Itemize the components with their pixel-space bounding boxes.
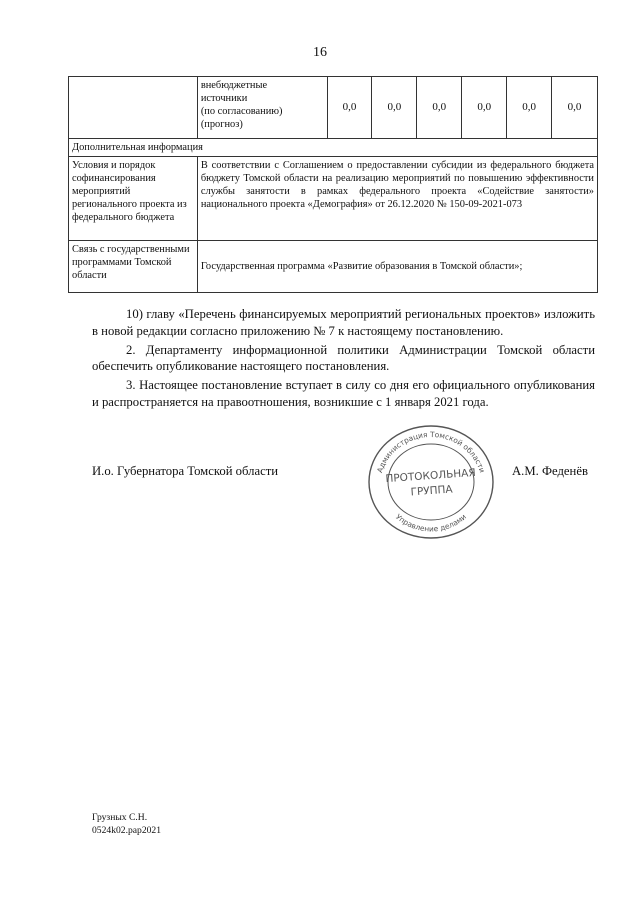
body-text xyxy=(92,306,595,413)
empty-cell xyxy=(69,77,198,139)
paragraph: 10) главу «Перечень финансируемых мероприятий региональных проектов» изложить в новой редакции согласно приложению № 7 к настоящему постановлению. xyxy=(92,307,595,338)
value-cell: 0,0 xyxy=(462,77,507,139)
value-cell: 0,0 xyxy=(327,77,372,139)
signatory-position: И.о. Губернатора Томской области xyxy=(92,464,279,478)
link-text: Государственная программа «Развитие образования в Томской области»; xyxy=(197,241,597,293)
value-cell: 0,0 xyxy=(417,77,462,139)
footer-file: 0524k02.pap2021 xyxy=(92,824,162,836)
paragraph: 3. Настоящее постановление вступает в силу со дня его официального опубликования и распространяется на правоотношения, возникшие с 1 января 2021 года. xyxy=(92,378,595,409)
table-row xyxy=(69,139,598,157)
cofinancing-label: Условия и порядок софинансирования мероприятий регионального проекта из федерального бюджета xyxy=(69,157,198,241)
stamp-center-line2: ГРУППА xyxy=(410,483,454,499)
table-row xyxy=(69,241,598,293)
signatory-name: А.М. Феденёв xyxy=(512,464,588,478)
additional-info-header: Дополнительная информация xyxy=(69,139,598,157)
project-table xyxy=(68,76,598,293)
paragraph: 2. Департаменту информационной политики Администрации Томской области обеспечить опубликование настоящего постановления. xyxy=(92,342,595,373)
stamp-ring-text: Администрация Томской области xyxy=(375,429,487,474)
table-row xyxy=(69,77,598,139)
value-cell: 0,0 xyxy=(372,77,417,139)
stamp-center-line1: ПРОТОКОЛЬНАЯ xyxy=(385,466,477,486)
stamp-bottom-text: Управление делами xyxy=(393,512,469,534)
footer xyxy=(92,812,161,837)
table-row xyxy=(69,157,598,241)
sources-label: внебюджетные источники (по согласованию) (прогноз) xyxy=(197,77,327,139)
cofinancing-text: В соответствии с Соглашением о предоставлении субсидии из федерального бюджета бюджету Томской области на реализацию мероприятий по повышению эффективности службы занятости в рамках федерального проекта «Содействие занятости» национального проекта «Демография» от 26.12.2020 № 150-09-2021-073 xyxy=(197,157,597,241)
footer-author: Грузных С.Н. xyxy=(92,812,148,823)
value-cell: 0,0 xyxy=(552,77,598,139)
link-label: Связь с государственными программами Томской области xyxy=(69,241,198,293)
value-cell: 0,0 xyxy=(507,77,552,139)
page-number: 16 xyxy=(313,45,327,60)
official-stamp xyxy=(366,422,496,542)
